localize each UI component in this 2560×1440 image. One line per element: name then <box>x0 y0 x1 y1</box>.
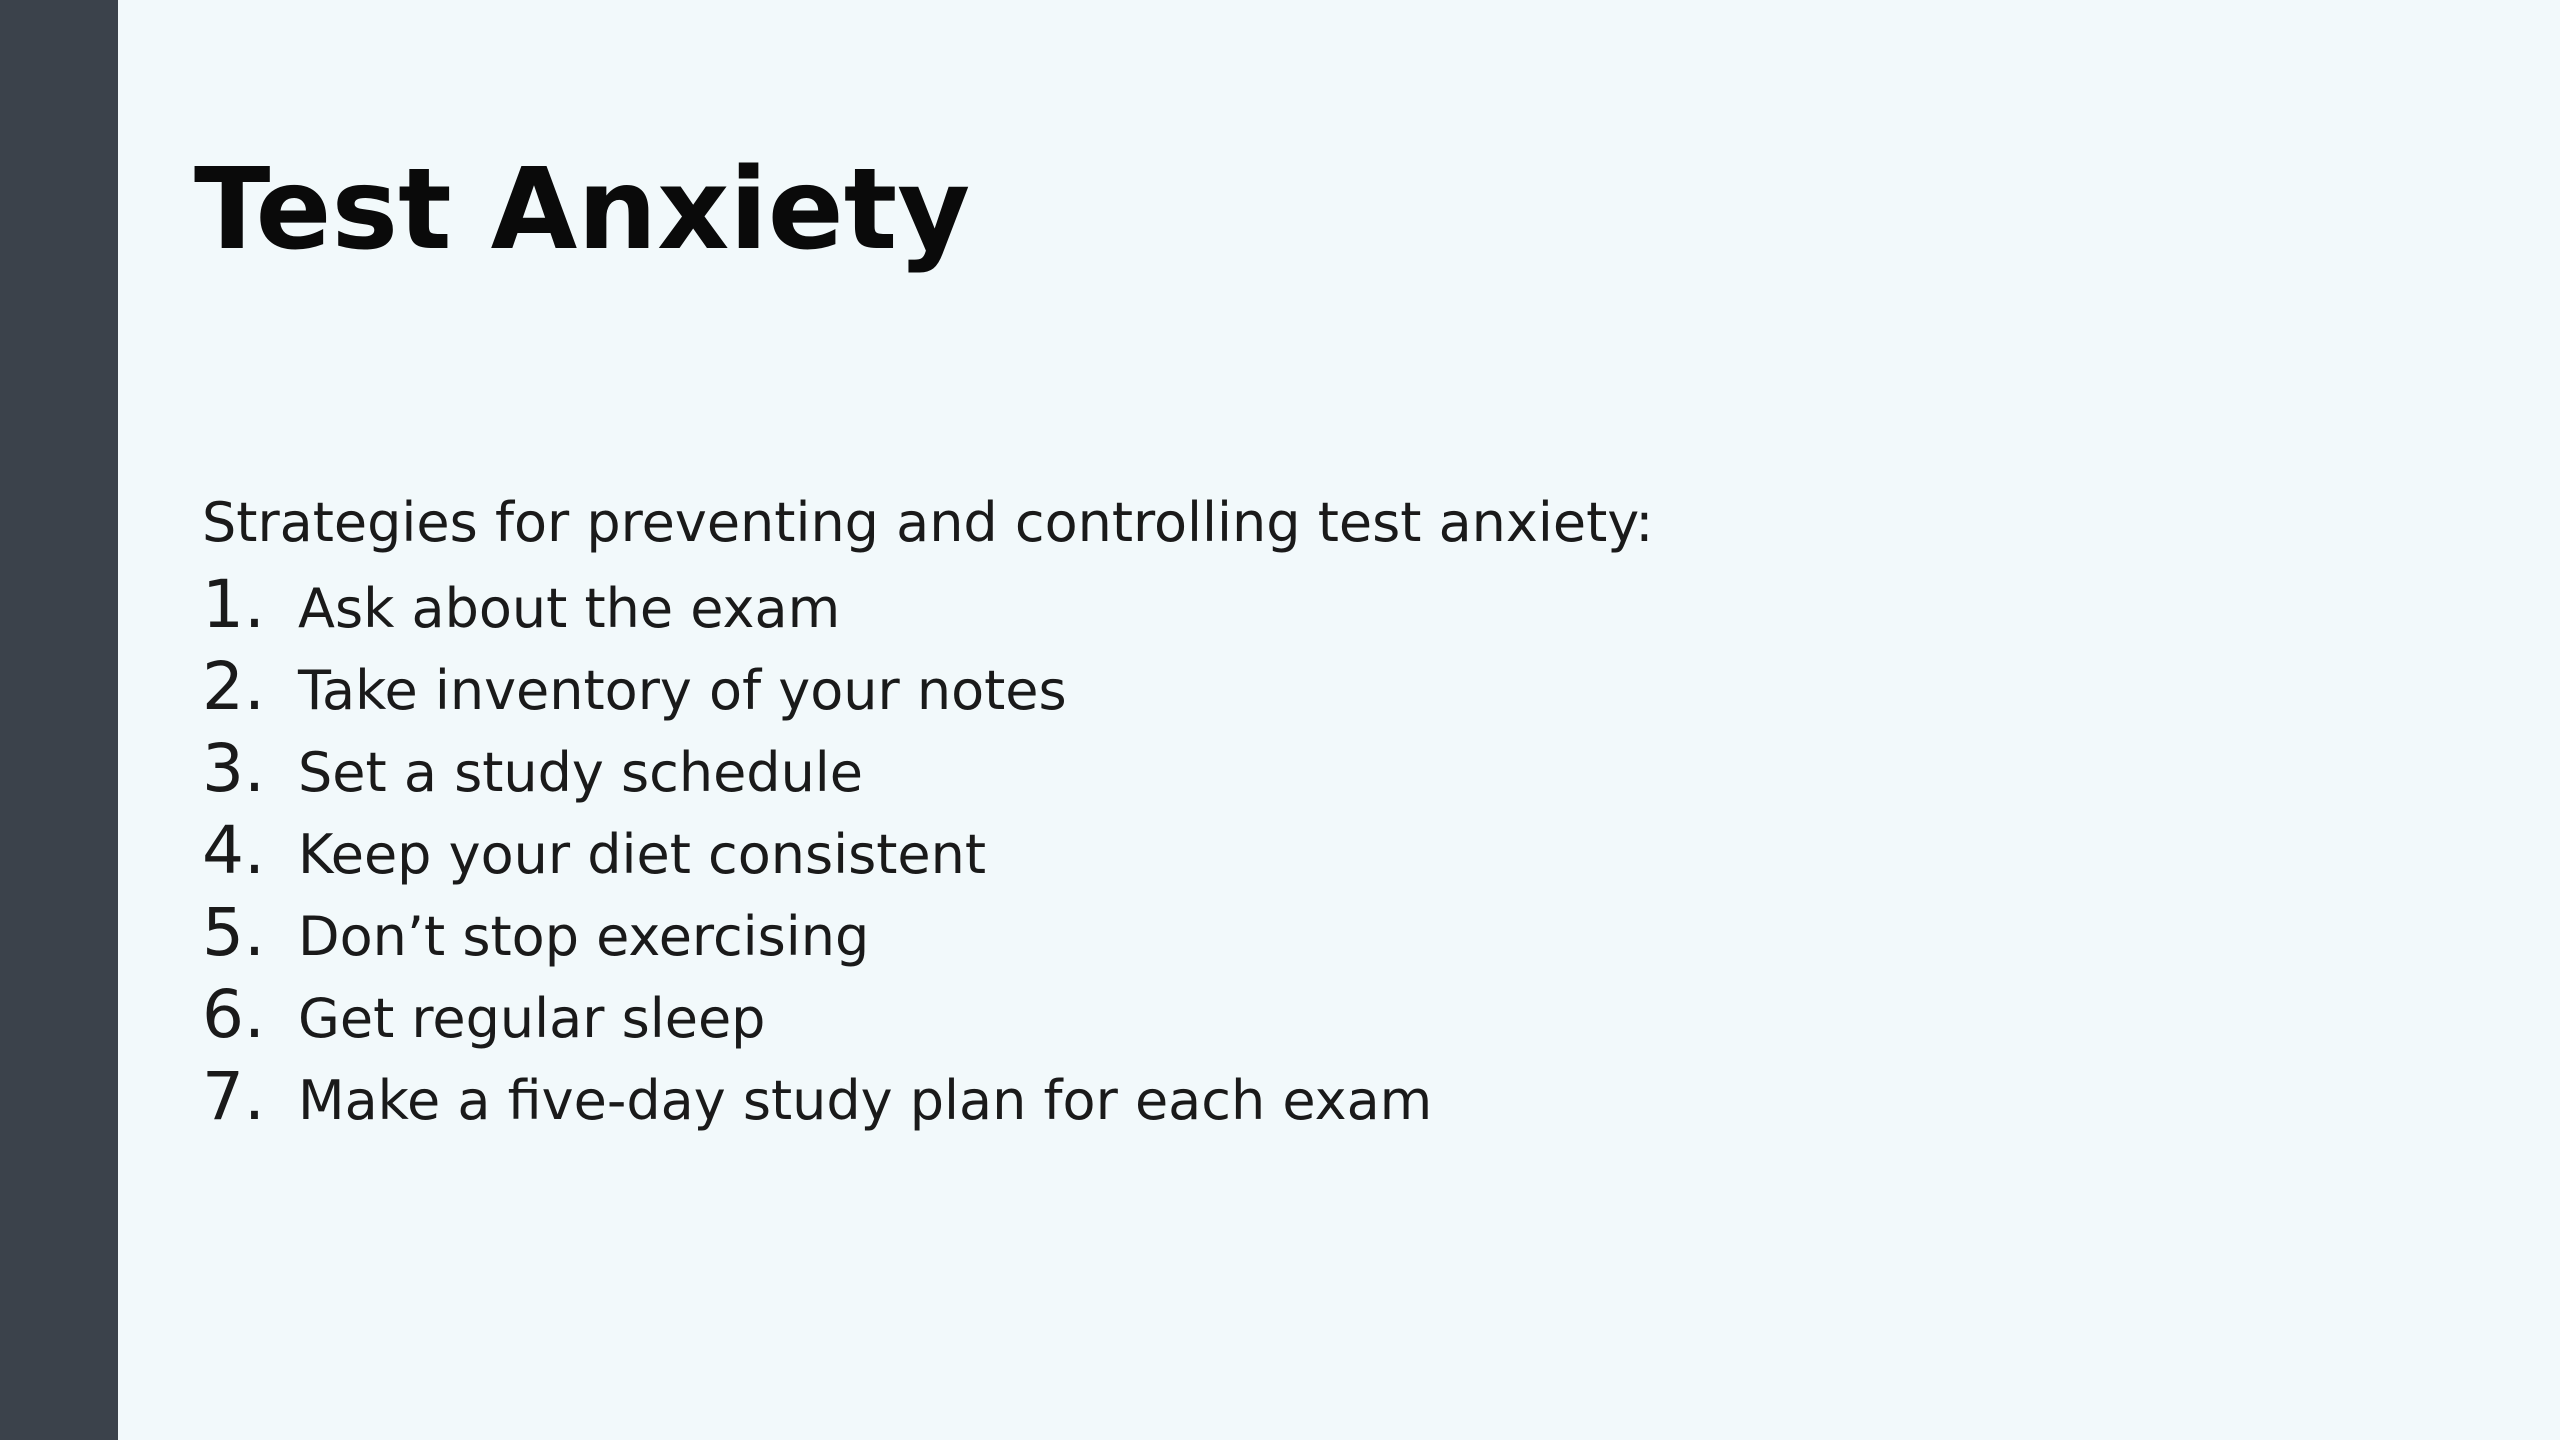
slide-body <box>202 482 2402 1138</box>
list-item <box>202 810 2402 892</box>
list-item-number: 6. <box>202 976 265 1053</box>
list-item-number: 7. <box>202 1058 265 1135</box>
list-item-text: Don’t stop exercising <box>298 905 870 968</box>
intro-text: Strategies for preventing and controlling test anxiety: <box>202 491 1654 554</box>
list-item-text: Get regular sleep <box>298 987 766 1050</box>
list-item <box>202 1056 2402 1138</box>
list-item <box>202 892 2402 974</box>
list-item-text: Ask about the exam <box>298 577 841 640</box>
list-item-number: 5. <box>202 894 265 971</box>
list-item-text: Make a five-day study plan for each exam <box>298 1069 1433 1132</box>
list-item <box>202 564 2402 646</box>
list-item-text: Keep your diet consistent <box>298 823 987 886</box>
list-item-number: 4. <box>202 812 265 889</box>
strategy-list <box>202 564 2402 1138</box>
side-accent-bar <box>0 0 118 1440</box>
list-item-number: 2. <box>202 648 265 725</box>
list-item <box>202 974 2402 1056</box>
list-item-text: Set a study schedule <box>298 741 864 804</box>
list-item <box>202 646 2402 728</box>
list-item <box>202 728 2402 810</box>
list-item-number: 1. <box>202 566 265 643</box>
list-item-text: Take inventory of your notes <box>298 659 1067 722</box>
list-item-number: 3. <box>202 730 265 807</box>
slide-title: Test Anxiety <box>194 145 971 275</box>
